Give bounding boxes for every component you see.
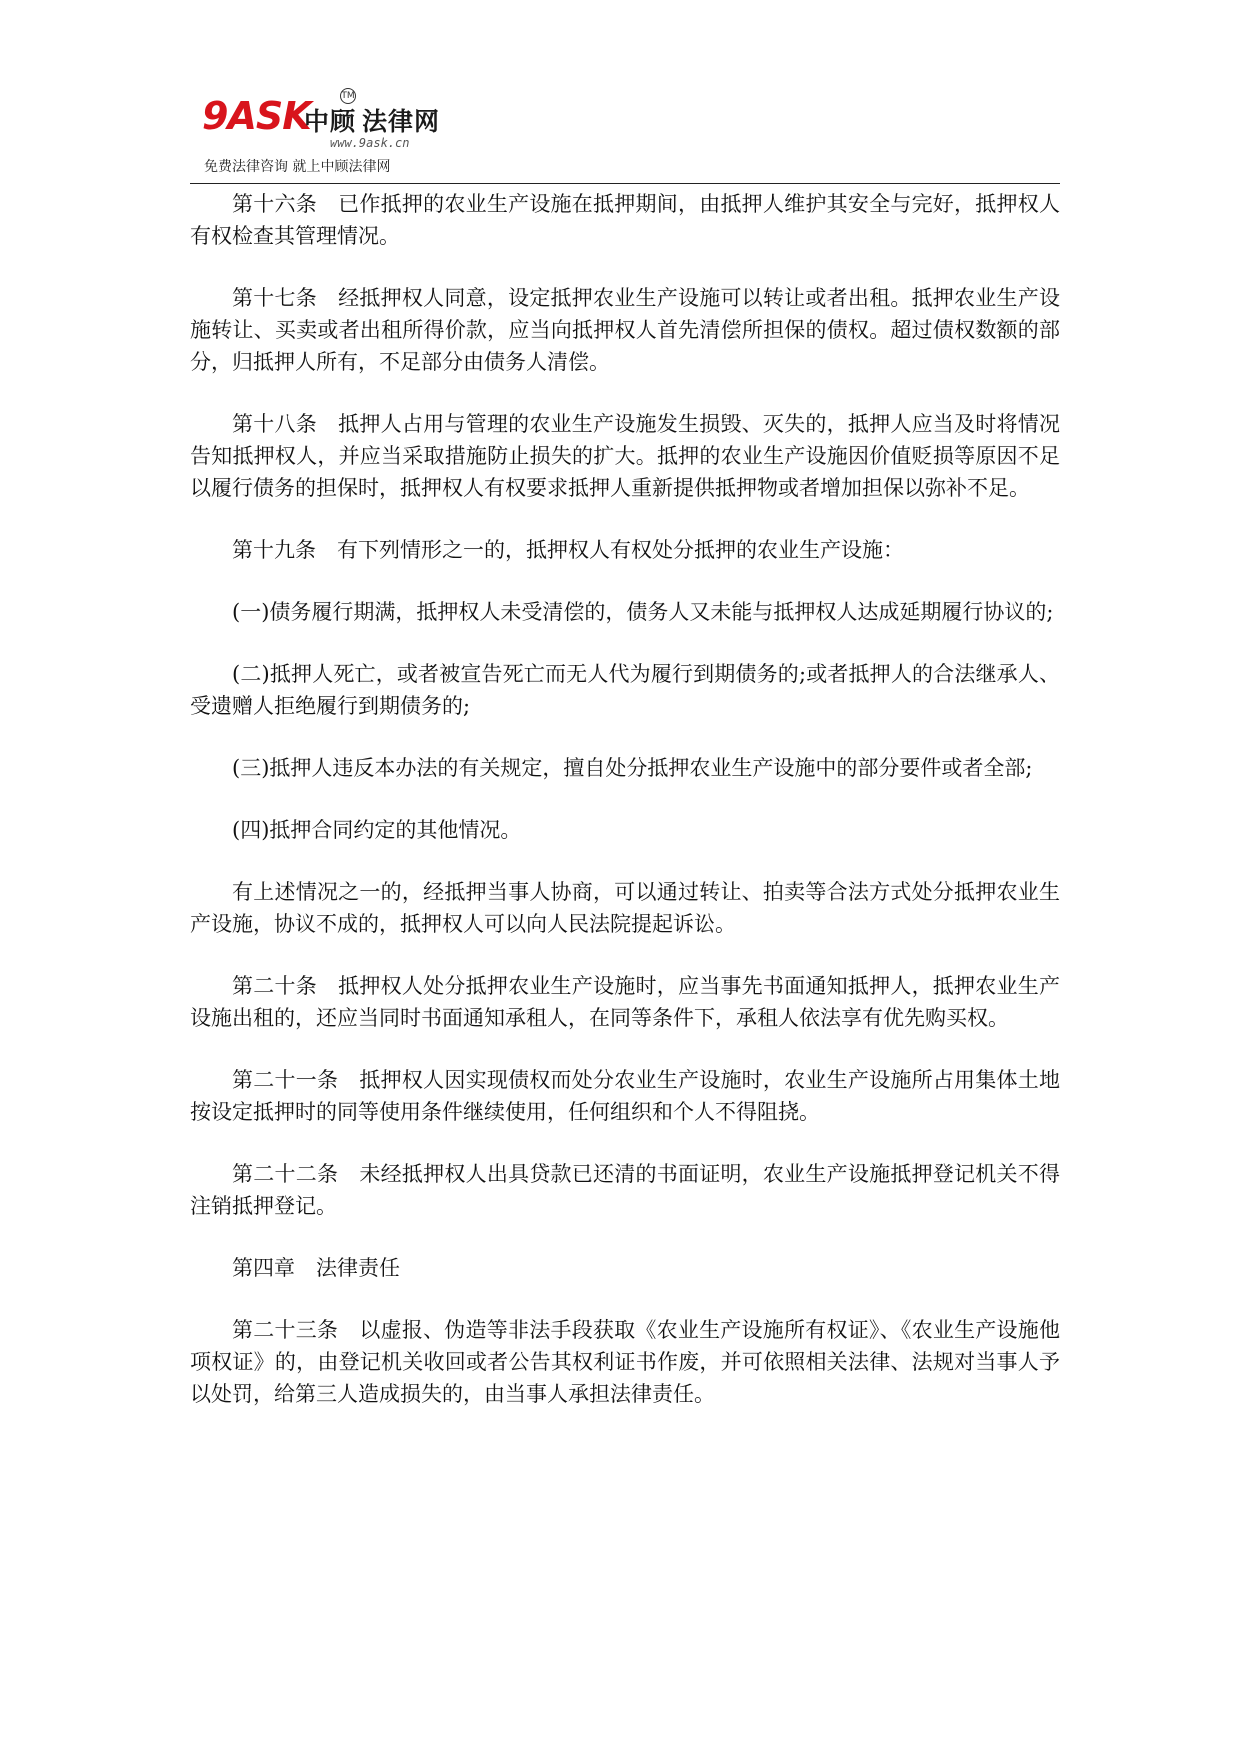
chapter-heading: 第四章 法律责任	[232, 1256, 400, 1280]
paragraph-article-23: 第二十三条 以虚报、伪造等非法手段获取《农业生产设施所有权证》、《农业生产设施他项权证》的，由登记机关收回或者公告其权利证书作废，并可依照相关法律、法规对当事人予以处罚，给第三人造成损失的，由当事人承担法律责任。	[190, 1318, 1060, 1406]
trademark-icon: TM	[340, 88, 356, 104]
header-divider	[190, 183, 1060, 184]
paragraph-item-2: (二)抵押人死亡，或者被宣告死亡而无人代为履行到期债务的;或者抵押人的合法继承人、受遗赠人拒绝履行到期债务的;	[190, 662, 1060, 718]
paragraph-item-4: (四)抵押合同约定的其他情况。	[232, 818, 522, 842]
paragraph-article-18: 第十八条 抵押人占用与管理的农业生产设施发生损毁、灭失的，抵押人应当及时将情况告知抵押权人，并应当采取措施防止损失的扩大。抵押的农业生产设施因价值贬损等原因不足以履行债务的担保时，抵押权人有权要求抵押人重新提供抵押物或者增加担保以弥补不足。	[190, 412, 1060, 500]
paragraph-article-21: 第二十一条 抵押权人因实现债权而处分农业生产设施时，农业生产设施所占用集体土地按设定抵押时的同等使用条件继续使用，任何组织和个人不得阻挠。	[190, 1068, 1060, 1124]
page-header	[190, 92, 1060, 184]
logo-nine-mark: 9	[202, 94, 228, 138]
paragraph-article-19: 第十九条 有下列情形之一的，抵押权人有权处分抵押的农业生产设施：	[232, 538, 904, 562]
logo-law: 法律网	[362, 107, 441, 136]
logo-url: www.9ask.cn	[330, 136, 410, 150]
logo-ask-mark: ASK	[227, 94, 311, 138]
paragraph-article-16: 第十六条 已作抵押的农业生产设施在抵押期间，由抵押人维护其安全与完好，抵押权人有权检查其管理情况。	[190, 192, 1060, 248]
logo-slogan: 免费法律咨询 就上中顾法律网	[204, 159, 391, 175]
paragraph-item-1: (一)债务履行期满，抵押权人未受清偿的，债务人又未能与抵押权人达成延期履行协议的;	[232, 600, 1054, 624]
site-logo[interactable]	[202, 92, 452, 182]
logo-mark	[202, 94, 311, 138]
document-body	[190, 188, 1060, 1440]
paragraph-article-17: 第十七条 经抵押权人同意，设定抵押农业生产设施可以转让或者出租。抵押农业生产设施转让、买卖或者出租所得价款，应当向抵押权人首先清偿所担保的债权。超过债权数额的部分，归抵押人所有，不足部分由债务人清偿。	[190, 286, 1060, 374]
logo-brand: 中顾	[304, 107, 357, 136]
paragraph-article-22: 第二十二条 未经抵押权人出具贷款已还清的书面证明，农业生产设施抵押登记机关不得注销抵押登记。	[190, 1162, 1060, 1218]
logo-brand-name	[304, 102, 440, 138]
paragraph-disposal: 有上述情况之一的，经抵押当事人协商，可以通过转让、拍卖等合法方式处分抵押农业生产设施，协议不成的，抵押权人可以向人民法院提起诉讼。	[190, 880, 1060, 936]
paragraph-item-3: (三)抵押人违反本办法的有关规定，擅自处分抵押农业生产设施中的部分要件或者全部;	[232, 756, 1033, 780]
paragraph-article-20: 第二十条 抵押权人处分抵押农业生产设施时，应当事先书面通知抵押人，抵押农业生产设施出租的，还应当同时书面通知承租人，在同等条件下，承租人依法享有优先购买权。	[190, 974, 1060, 1030]
